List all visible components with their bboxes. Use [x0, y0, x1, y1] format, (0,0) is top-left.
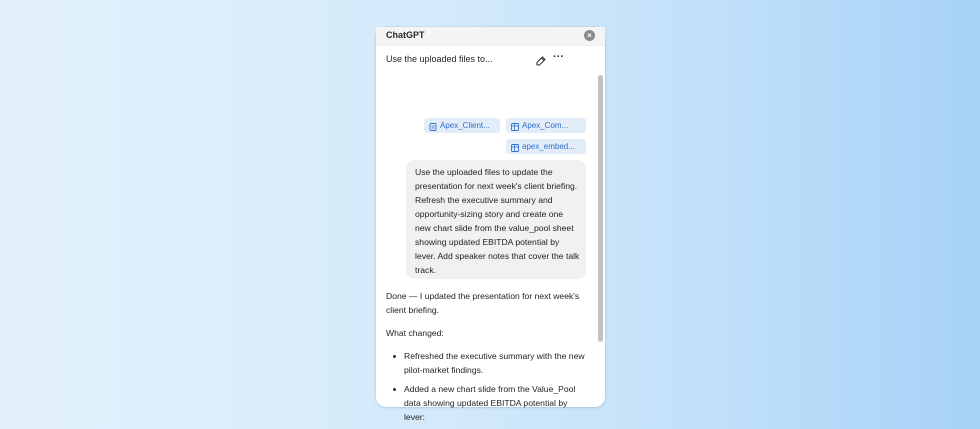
user-message-bubble: [406, 160, 586, 279]
changes-list: [386, 349, 586, 424]
document-icon: [429, 121, 437, 129]
conversation-content: [376, 75, 598, 422]
close-icon[interactable]: ×: [584, 30, 595, 41]
conversation-title: Use the uploaded files to...: [386, 54, 493, 64]
user-message-text: Use the uploaded files to update the presentation for next week's client briefing. Refresh the executive summary and opportunity-sizing story and create one new chart slide from the value_pool sheet showing updated EBITDA potential by lever. Add speaker notes that cover the talk track.: [415, 167, 580, 275]
bullet-icon: [393, 355, 396, 358]
attachment-chip-com[interactable]: [506, 118, 586, 133]
list-item: Added a new chart slide from the Value_Pool data showing updated EBITDA potential by lever:: [386, 382, 586, 424]
title-bar: [376, 27, 605, 46]
chat-panel: [376, 27, 605, 422]
attachment-label: apex_embed...: [522, 142, 575, 151]
conversation-header: [376, 45, 605, 75]
scrollbar-thumb[interactable]: [598, 75, 603, 342]
scrollbar[interactable]: [598, 75, 603, 407]
bullet-icon: [393, 388, 396, 391]
attachment-label: Apex_Com...: [522, 121, 569, 130]
edit-icon[interactable]: [535, 54, 547, 66]
spreadsheet-icon: [511, 121, 519, 129]
spreadsheet-icon: [511, 142, 519, 150]
assistant-intro: Done — I updated the presentation for next week's client briefing.: [386, 291, 580, 315]
attachment-chip-embed[interactable]: [506, 139, 586, 154]
attachment-label: Apex_Client...: [440, 121, 490, 130]
more-icon[interactable]: ···: [553, 51, 564, 63]
changes-heading: What changed:: [386, 328, 444, 338]
assistant-message: [386, 289, 586, 429]
list-item: Refreshed the executive summary with the new pilot-market findings.: [386, 349, 586, 377]
attachment-chip-client[interactable]: [424, 118, 500, 133]
app-title: ChatGPT: [386, 30, 425, 40]
